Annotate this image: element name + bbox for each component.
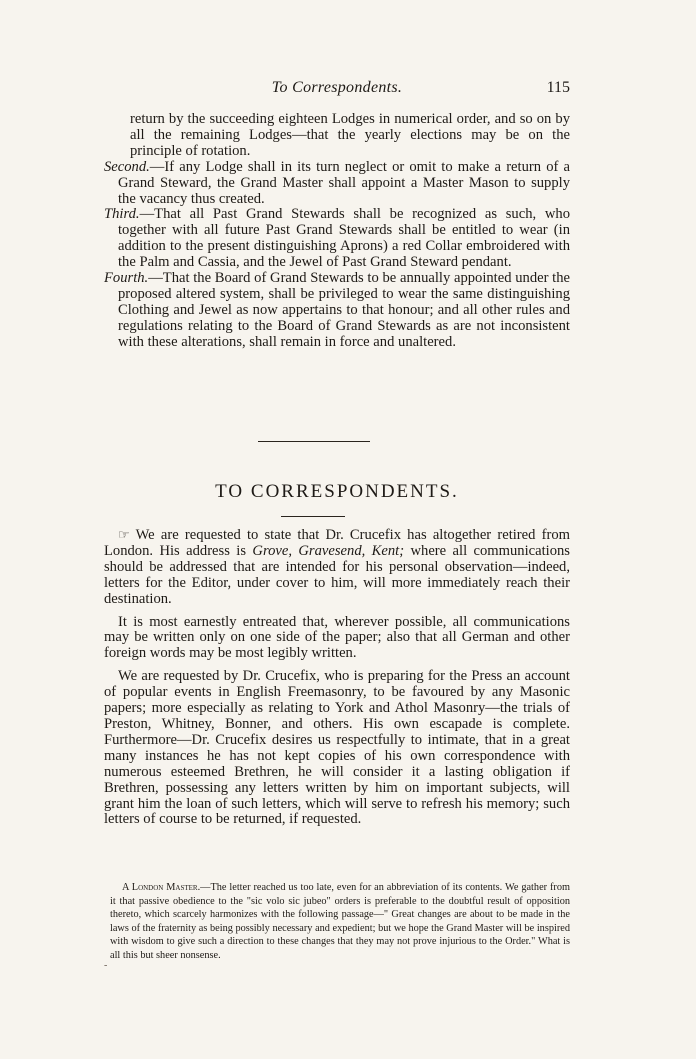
notice-text: We are requested to state that Dr. Crucefix has altogether retired from London. His address is (104, 527, 570, 559)
footnote-text: —The letter reached us too late, even for an abbreviation of its contents. We gather from it that passive obedience to the "sic volo sic jubeo" orders is preferable to the doubtful result of opposition thereto, which scarcely harmonizes with the following passage—" Great changes are about to be made in the laws of the fraternity as being possibly necessary and expedient; but we hope the Grand Master will be inspired with wisdom to give such a direction to these changes that they may not prove injurious to the Order." What is all this but sheer nonsense. (110, 882, 570, 961)
footnote-lead: A London Master. (122, 882, 201, 893)
resolution-lead: Second. (104, 158, 150, 175)
correspondents-block (104, 527, 570, 828)
resolutions-block (104, 112, 570, 351)
footnote (110, 881, 570, 963)
section-divider-rule (258, 441, 370, 442)
pointing-hand-icon: ☞ (118, 527, 130, 542)
running-head (104, 79, 570, 101)
resolution-lead: Third. (104, 206, 140, 223)
resolution-text: —If any Lodge shall in its turn neglect or omit to make a return of a Grand Steward, the Grand Master shall appoint a Master Mason to supply the vacancy thus created. (118, 158, 570, 207)
resolution-lead: Fourth. (104, 270, 149, 287)
notice-paragraph-3: We are requested by Dr. Crucefix, who is preparing for the Press an account of popular events in English Freemasonry, to be favoured by any Masonic papers; more especially as relating to York and Athol Masonry—the trials of Preston, Whitney, Bonner, and others. His own escapade is complete. Furthermore—Dr. Crucefix desires us respectfully to intimate, that in a great many instances he has not kept copies of his own correspondence with numerous esteemed Brethren, he will consider it a lasting obligation if Brethren, possessing any letters written by him on important subjects, will grant him the loan of such letters, which will serve to refresh his memory; such letters of course to be returned, if requested. (104, 668, 570, 828)
address-text: Grove, Gravesend, Kent; (252, 542, 405, 559)
notice-paragraph-1 (104, 527, 570, 608)
title-underline-rule (281, 516, 345, 517)
resolution-text: —That the Board of Grand Stewards to be annually appointed under the proposed altered system, shall be privileged to wear the same distinguishing Clothing and Jewel as now appertains to that honour; and all other rules and regulations relating to the Board of Grand Stewards as are not inconsistent with these alterations, shall remain in force and unaltered. (118, 270, 570, 350)
margin-mark: - (104, 960, 108, 971)
continuation-paragraph: return by the succeeding eighteen Lodges in numerical order, and so on by all the remaining Lodges—that the yearly elections may be on the principle of rotation. (130, 111, 570, 159)
resolution-fourth (104, 271, 570, 351)
notice-text: where all communications should be addressed that are intended for his personal observation—indeed, letters for the Editor, under cover to him, will more immediately reach their destination. (104, 542, 570, 607)
resolution-third (104, 207, 570, 271)
page-number: 115 (546, 79, 570, 96)
resolution-second (104, 160, 570, 208)
resolution-text: —That all Past Grand Stewards shall be recognized as such, who together with all future Past Grand Stewards shall be entitled to wear (in addition to the present distinguishing Aprons) a red Collar embroidered with the Palm and Cassia, and the Jewel of Past Grand Steward pendant. (118, 206, 570, 271)
running-title: To Correspondents. (271, 79, 403, 96)
section-title: TO CORRESPONDENTS. (215, 481, 459, 502)
notice-paragraph-2: It is most earnestly entreated that, wherever possible, all communications may be written only on one side of the paper; also that all German and other foreign words may be most legibly written. (104, 613, 570, 662)
